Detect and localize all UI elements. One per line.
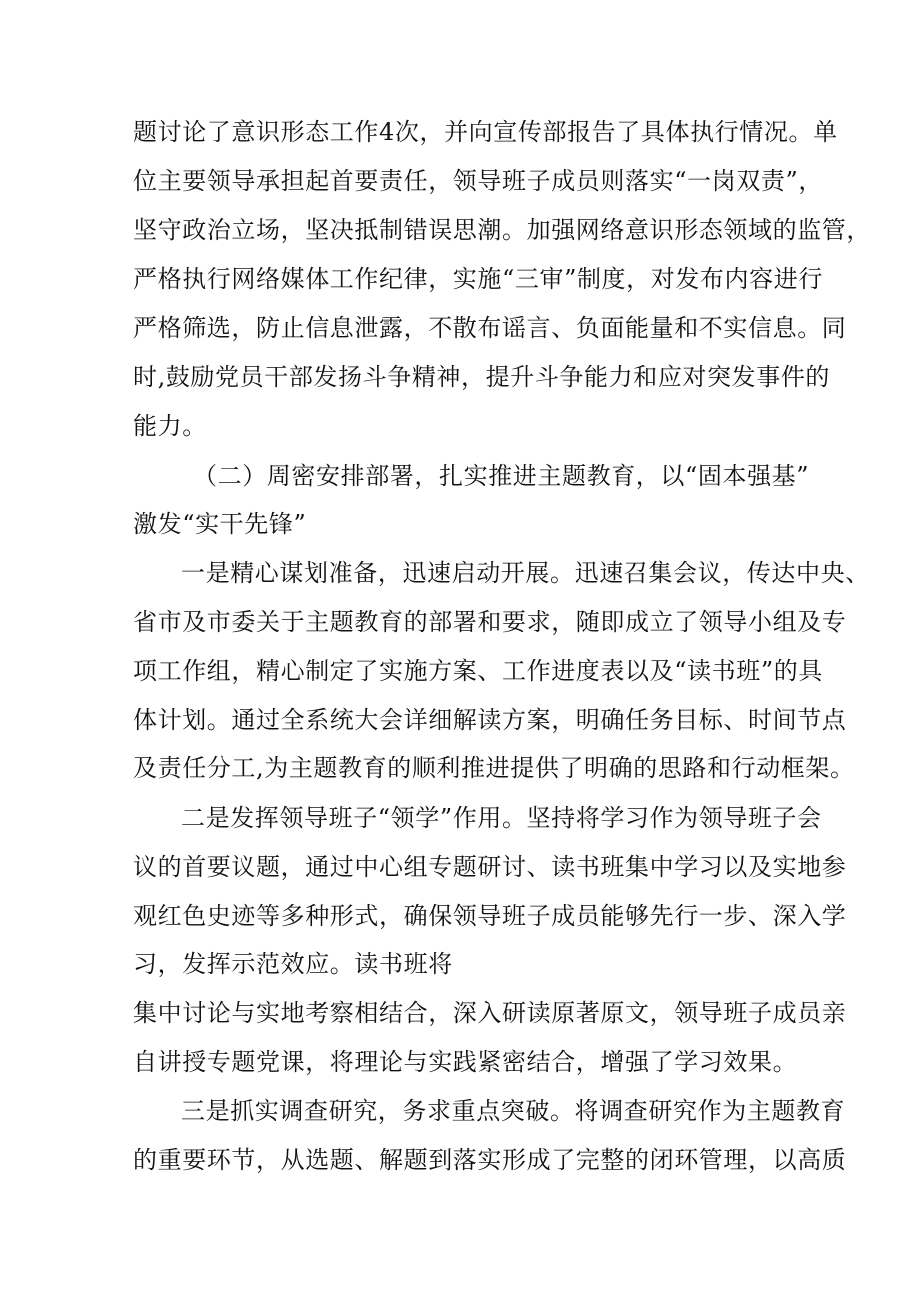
- body-text-line: 坚守政治立场，坚决抵制错误思潮。加强网络意识形态领域的监管，: [133, 216, 871, 244]
- body-text-line: 省市及市委关于主题教育的部署和要求，随即成立了领导小组及专: [133, 608, 847, 636]
- body-text-line: 及责任分工,为主题教育的顺利推进提供了明确的思路和行动框架。: [133, 754, 855, 782]
- body-text-line: 题讨论了意识形态工作4次，并向宣传部报告了具体执行情况。单: [133, 118, 838, 146]
- body-text-line: 能力。: [133, 412, 207, 440]
- body-text-line: 严格筛选，防止信息泄露，不散布谣言、负面能量和不实信息。同: [133, 314, 847, 342]
- paragraph-start-line: 二是发挥领导班子“领学”作用。坚持将学习作为领导班子会: [181, 804, 822, 832]
- body-text-line: 自讲授专题党课，将理论与实践紧密结合，增强了学习效果。: [133, 1048, 798, 1076]
- body-text-line: 习，发挥示范效应。读书班将: [133, 950, 453, 978]
- body-text-line: 位主要领导承担起首要责任，领导班子成员则落实“一岗双责”，: [133, 167, 823, 195]
- body-text-line: 议的首要议题，通过中心组专题研讨、读书班集中学习以及实地参: [133, 853, 847, 881]
- section-heading-continuation: 激发“实干先锋”: [133, 510, 307, 538]
- body-text-line: 的重要环节，从选题、解题到落实形成了完整的闭环管理，以高质: [133, 1146, 847, 1174]
- paragraph-start-line: 一是精心谋划准备，迅速启动开展。迅速召集会议，传达中央、: [181, 559, 870, 587]
- body-text-line: 体计划。通过全系统大会详细解读方案，明确任务目标、时间节点: [133, 706, 847, 734]
- body-text-line: 观红色史迹等多种形式，确保领导班子成员能够先行一步、深入学: [133, 902, 847, 930]
- body-text-line: 集中讨论与实地考察相结合，深入研读原著原文，领导班子成员亲: [133, 999, 847, 1027]
- paragraph-start-line: 三是抓实调查研究，务求重点突破。将调查研究作为主题教育: [181, 1097, 846, 1125]
- body-text-line: 时,鼓励党员干部发扬斗争精神，提升斗争能力和应对突发事件的: [133, 363, 831, 391]
- section-heading: （二）周密安排部署，扎实推进主题教育，以“固本强基”: [193, 462, 810, 490]
- body-text-line: 严格执行网络媒体工作纪律，实施“三审”制度，对发布内容进行: [133, 265, 823, 293]
- body-text-line: 项工作组，精心制定了实施方案、工作进度表以及“读书班”的具: [133, 657, 823, 685]
